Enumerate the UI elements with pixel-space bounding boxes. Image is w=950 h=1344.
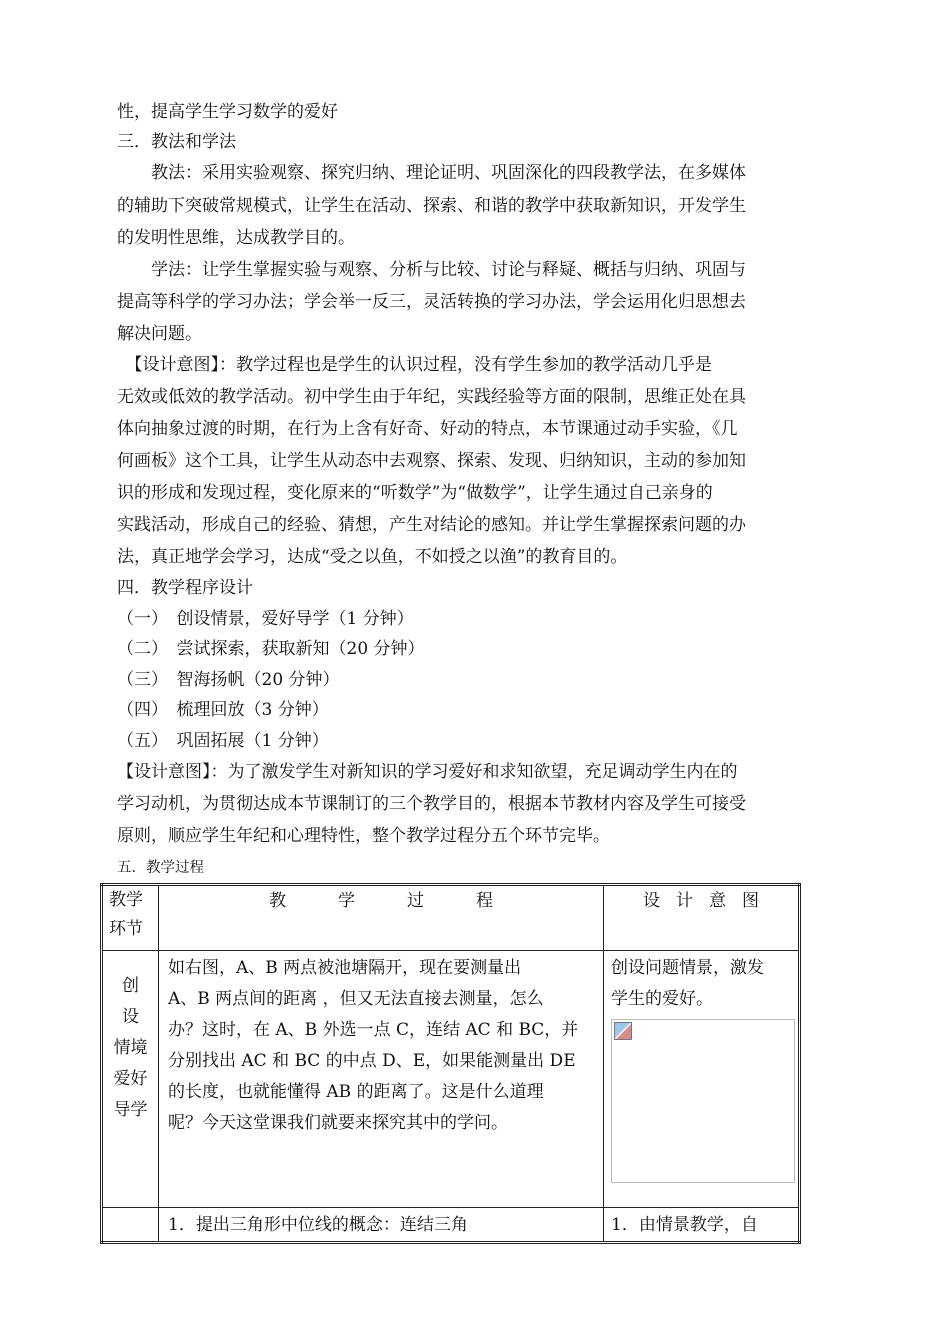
process-cell [159, 951, 604, 1208]
list-item: （二） 尝试探索，获取新知（20 分钟） [117, 639, 425, 659]
text-line: 性，提高学生学习数学的爱好 [117, 102, 338, 122]
process-cell: 1．提出三角形中位线的概念：连结三角 [159, 1208, 604, 1243]
stage-line: 导学 [113, 1100, 148, 1120]
text-line: 何画板》这个工具，让学生从动态中去观察、探索、发现、归纳知识，主动的参加知 [117, 451, 746, 471]
intent-line: 创设问题情景，激发 [611, 958, 764, 978]
intent-cell [604, 951, 800, 1208]
intent-cell: 1．由情景教学，自 [604, 1208, 800, 1243]
stage-line: 设 [122, 1007, 139, 1027]
text-line: 的发明性思维，达成教学目的。 [117, 228, 355, 248]
header-char: 计 [676, 891, 693, 911]
text-line: 法，真正地学会学习，达成“受之以鱼，不如授之以渔”的教育目的。 [117, 547, 628, 567]
process-line: A、B 两点间的距离 ，但又无法直接去测量，怎么 [168, 989, 544, 1009]
list-item: （四） 梳理回放（3 分钟） [117, 700, 329, 720]
list-item: （三） 智海扬帆（20 分钟） [117, 670, 340, 690]
broken-image-icon [614, 1022, 632, 1040]
process-line: 的长度，也就能懂得 AB 的距离了。这是什么道理 [168, 1082, 544, 1102]
teaching-process-table [100, 883, 801, 1244]
text-line: 原则，顺应学生年纪和心理特性，整个教学过程分五个环节完毕。 [117, 826, 610, 846]
section-heading-5: 五．教学过程 [117, 860, 204, 876]
text-line: 的辅助下突破常规模式，让学生在活动、探索、和谐的教学中获取新知识，开发学生 [117, 196, 746, 216]
text-line: 实践活动，形成自己的经验、猜想，产生对结论的感知。并让学生掌握探索问题的办 [117, 515, 746, 535]
header-char: 意 [709, 891, 726, 911]
stage-line: 爱好 [113, 1069, 148, 1089]
header-char: 过 [407, 891, 424, 911]
text-line: 【设计意图】：教学过程也是学生的认识过程，没有学生参加的教学活动几乎是 [117, 355, 712, 375]
header-char: 程 [476, 891, 493, 911]
process-line: 如右图，A、B 两点被池塘隔开，现在要测量出 [168, 958, 522, 978]
list-item: （五） 巩固拓展（1 分钟） [117, 731, 329, 751]
text-line: 【设计意图】：为了激发学生对新知识的学习爱好和求知欲望，充足调动学生内在的 [117, 762, 738, 782]
header-stage-line: 教学 [109, 890, 143, 910]
header-char: 设 [643, 891, 660, 911]
header-stage-cell [102, 885, 159, 951]
stage-line: 创 [122, 976, 139, 996]
header-intent-cell [604, 885, 800, 951]
table-row [102, 1208, 800, 1243]
intent-line: 学生的爱好。 [611, 989, 713, 1009]
stage-cell [102, 1208, 159, 1243]
section-heading-3: 三．教法和学法 [117, 132, 236, 152]
table-header-row [102, 885, 800, 951]
text-line: 学法：让学生掌握实验与观察、分析与比较、讨论与释疑、概括与归纳、巩固与 [117, 260, 746, 280]
text-line: 体向抽象过渡的时期，在行为上含有好奇、好动的特点，本节课通过动手实验，《几 [117, 419, 738, 439]
text-line: 学习动机，为贯彻达成本节课制订的三个教学目的，根据本节教材内容及学生可接受 [117, 794, 746, 814]
header-char: 学 [338, 891, 355, 911]
section-heading-4: 四．教学程序设计 [117, 578, 253, 598]
header-char: 图 [742, 891, 759, 911]
text-line: 解决问题。 [117, 324, 202, 344]
text-line: 识的形成和发现过程，变化原来的“听数学”为“做数学”，让学生通过自己亲身的 [117, 483, 713, 503]
image-placeholder [611, 1019, 795, 1183]
process-line: 分别找出 AC 和 BC 的中点 D、E，如果能测量出 DE [168, 1051, 576, 1071]
stage-line: 情境 [113, 1038, 148, 1058]
header-process-cell [159, 885, 604, 951]
text-line: 提高等科学的学习办法；学会举一反三，灵活转换的学习办法，学会运用化归思想去 [117, 292, 746, 312]
text-line: 教法：采用实验观察、探究归纳、理论证明、巩固深化的四段教学法，在多媒体 [117, 163, 746, 183]
process-line: 办？这时，在 A、B 外选一点 C，连结 AC 和 BC，并 [168, 1020, 579, 1040]
header-stage-line: 环节 [109, 919, 143, 939]
text-line: 无效或低效的教学活动。初中学生由于年纪，实践经验等方面的限制，思维正处在具 [117, 387, 746, 407]
list-item: （一） 创设情景，爱好导学（1 分钟） [117, 609, 414, 629]
stage-cell [102, 951, 159, 1208]
process-line: 呢？今天这堂课我们就要来探究其中的学问。 [168, 1113, 508, 1133]
table-row [102, 951, 800, 1208]
header-char: 教 [269, 891, 286, 911]
